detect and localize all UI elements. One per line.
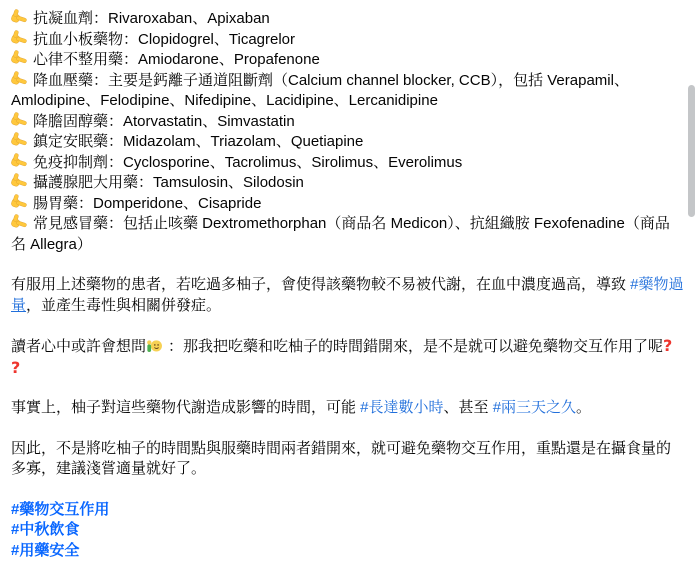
pointing-right-icon	[11, 9, 28, 26]
hashtag-drug-interaction-link[interactable]: #藥物交互作用	[11, 500, 684, 521]
list-item-text: 攝護腺肥大用藥：Tamsulosin、Silodosin	[33, 174, 304, 191]
pointing-right-icon	[11, 112, 28, 129]
paragraph-overdose	[11, 275, 684, 316]
pointing-right-icon	[11, 50, 28, 67]
paragraph-text: ，並產生毒性與相關併發症。	[26, 297, 221, 314]
list-item-text: 免疫抑制劑：Cyclosporine、Tacrolimus、Sirolimus、Everolimus	[33, 154, 462, 171]
hashtag-medication-safety-link[interactable]: #用藥安全	[11, 541, 684, 561]
hashtag-mid-autumn-diet-link[interactable]: #中秋飲食	[11, 520, 684, 541]
trailing-hashtags	[11, 500, 684, 561]
pointing-right-icon	[11, 194, 28, 211]
list-item-text: 腸胃藥：Domperidone、Cisapride	[33, 195, 261, 212]
hashtag-text-wrapped: 量	[11, 297, 26, 314]
list-item	[11, 153, 684, 174]
list-item-text: 鎮定安眠藥：Midazolam、Triazolam、Quetiapine	[33, 133, 363, 150]
paragraph-text: 。	[576, 399, 591, 416]
paragraph-text: ：那我把吃藥和吃柚子的時間錯開來，是不是就可以避免藥物交互作用了呢	[168, 338, 663, 355]
list-item	[11, 132, 684, 153]
scrollbar-thumb[interactable]	[688, 85, 695, 217]
paragraph-text: 、甚至	[444, 399, 493, 416]
pointing-right-icon	[11, 30, 28, 47]
pointing-right-icon	[11, 173, 28, 190]
list-item-text: 降血壓藥：主要是鈣離子通道阻斷劑（Calcium channel blocker, CCB），包括 Verapamil、Amlodipine、Felodipine、Nifedipine、Lacidipine、Lercanidipine	[11, 72, 629, 110]
paragraph-text: 有服用上述藥物的患者，若吃過多柚子，會使得該藥物較不易被代謝，在血中濃度過高，導致	[11, 276, 630, 293]
list-item	[11, 30, 684, 51]
paragraph-text: 事實上，柚子對這些藥物代謝造成影響的時間，可能	[11, 399, 360, 416]
hashtag-days-link[interactable]: #兩三天之久	[493, 399, 576, 416]
list-item-text: 心律不整用藥：Amiodarone、Propafenone	[33, 51, 320, 68]
list-item-text: 抗血小板藥物：Clopidogrel、Ticagrelor	[33, 31, 295, 48]
pointing-right-icon	[11, 132, 28, 149]
list-item-text: 抗凝血劑：Rivaroxaban、Apixaban	[33, 10, 270, 27]
list-item-text: 常見感冒藥：包括止咳藥 Dextromethorphan（商品名 Medicon）、抗組織胺 Fexofenadine（商品名 Allegra）	[11, 215, 670, 253]
paragraph-duration	[11, 398, 684, 419]
hashtag-hours-link[interactable]: #長達數小時	[360, 399, 443, 416]
pointing-right-icon	[11, 71, 28, 88]
person-raising-hand-icon	[146, 337, 163, 354]
list-item	[11, 71, 684, 112]
list-item	[11, 173, 684, 194]
red-question-mark-icon: ?	[663, 336, 672, 355]
hashtag-text: #藥物過	[630, 276, 683, 293]
paragraph-text: 讀者心中或許會想問	[11, 338, 146, 355]
list-item	[11, 50, 684, 71]
list-item	[11, 214, 684, 255]
list-item	[11, 9, 684, 30]
list-item	[11, 112, 684, 133]
pointing-right-icon	[11, 153, 28, 170]
paragraph-question	[11, 336, 684, 378]
medication-list	[11, 9, 684, 255]
red-question-mark-icon: ?	[11, 358, 684, 379]
pointing-right-icon	[11, 214, 28, 231]
paragraph-conclusion: 因此，不是將吃柚子的時間點與服藥時間兩者錯開來，就可避免藥物交互作用，重點還是在攝食量的多寡，建議淺嘗適量就好了。	[11, 439, 684, 480]
list-item-text: 降膽固醇藥：Atorvastatin、Simvastatin	[33, 113, 295, 130]
list-item	[11, 194, 684, 215]
